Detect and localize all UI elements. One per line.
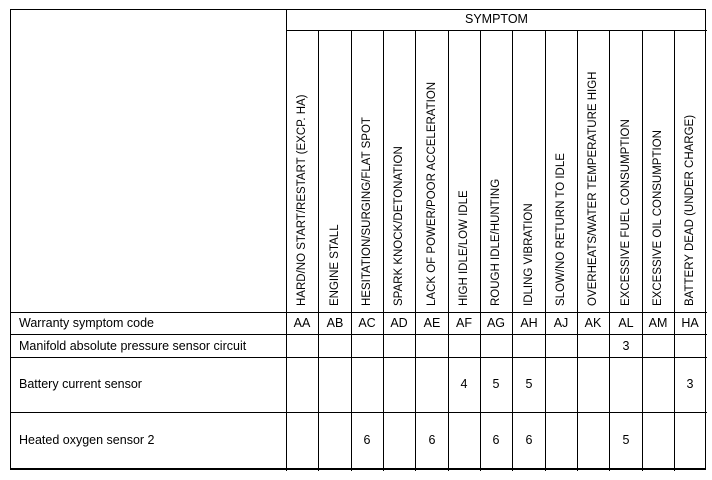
col-line: [545, 30, 546, 471]
col-line: [383, 30, 384, 471]
warranty-row-label: Warranty symptom code: [19, 316, 154, 330]
col-line: [480, 30, 481, 471]
value-cell: 4: [460, 377, 468, 391]
value-cell: 5: [622, 433, 630, 447]
value-cell: 6: [363, 433, 371, 447]
value-cell: 5: [525, 377, 533, 391]
col-line: [609, 30, 610, 471]
col-line: [577, 30, 578, 471]
symptom-header-ah: IDLING VIBRATION: [523, 203, 535, 306]
value-cell: 6: [492, 433, 500, 447]
col-line: [512, 30, 513, 471]
col-line: [448, 30, 449, 471]
col-line: [351, 30, 352, 471]
col-line: [674, 30, 675, 471]
symptom-header-aa: HARD/NO START/RESTART (EXCP. HA): [296, 94, 308, 306]
code-ab: AB: [326, 316, 344, 330]
symptom-header-af: HIGH IDLE/LOW IDLE: [458, 190, 470, 306]
code-ak: AK: [584, 316, 602, 330]
row-label-map-sensor: Manifold absolute pressure sensor circuit: [19, 339, 247, 353]
header-divider: [286, 30, 707, 31]
row2-bottom-line: [11, 412, 707, 413]
symptom-header-ha: BATTERY DEAD (UNDER CHARGE): [684, 114, 696, 306]
col-line: [415, 30, 416, 471]
code-aj: AJ: [553, 316, 569, 330]
code-ag: AG: [486, 316, 506, 330]
symptom-header-al: EXCESSIVE FUEL CONSUMPTION: [620, 119, 632, 306]
col-line: [642, 30, 643, 471]
code-aa: AA: [293, 316, 311, 330]
code-ac: AC: [358, 316, 376, 330]
row-label-heated-oxygen-sensor-2: Heated oxygen sensor 2: [19, 433, 155, 447]
label-column-divider: [286, 10, 287, 471]
symptom-header-ae: LACK OF POWER/POOR ACCELERATION: [426, 81, 438, 306]
row1-bottom-line: [11, 357, 707, 358]
value-cell: 3: [686, 377, 694, 391]
symptom-header-am: EXCESSIVE OIL CONSUMPTION: [652, 130, 664, 306]
code-ah: AH: [520, 316, 538, 330]
code-ad: AD: [390, 316, 408, 330]
symptom-header-ac: HESITATION/SURGING/FLAT SPOT: [361, 117, 373, 306]
symptom-table: [10, 9, 706, 470]
symptom-header-ak: OVERHEATS/WATER TEMPERATURE HIGH: [587, 71, 599, 306]
code-af: AF: [456, 316, 472, 330]
code-al: AL: [618, 316, 634, 330]
code-ae: AE: [423, 316, 441, 330]
symptom-header-aj: SLOW/NO RETURN TO IDLE: [555, 153, 567, 306]
codes-bottom-line: [11, 334, 707, 335]
value-cell: 3: [622, 339, 630, 353]
symptom-header-ad: SPARK KNOCK/DETONATION: [393, 146, 405, 306]
symptom-header-ag: ROUGH IDLE/HUNTING: [490, 178, 502, 306]
codes-top-line: [11, 312, 707, 313]
code-am: AM: [648, 316, 668, 330]
row-label-battery-current-sensor: Battery current sensor: [19, 377, 142, 391]
value-cell: 6: [525, 433, 533, 447]
col-line: [318, 30, 319, 471]
symptom-header-ab: ENGINE STALL: [329, 224, 341, 306]
value-cell: 5: [492, 377, 500, 391]
value-cell: 6: [428, 433, 436, 447]
symptom-title: SYMPTOM: [465, 12, 528, 26]
code-ha: HA: [681, 316, 699, 330]
